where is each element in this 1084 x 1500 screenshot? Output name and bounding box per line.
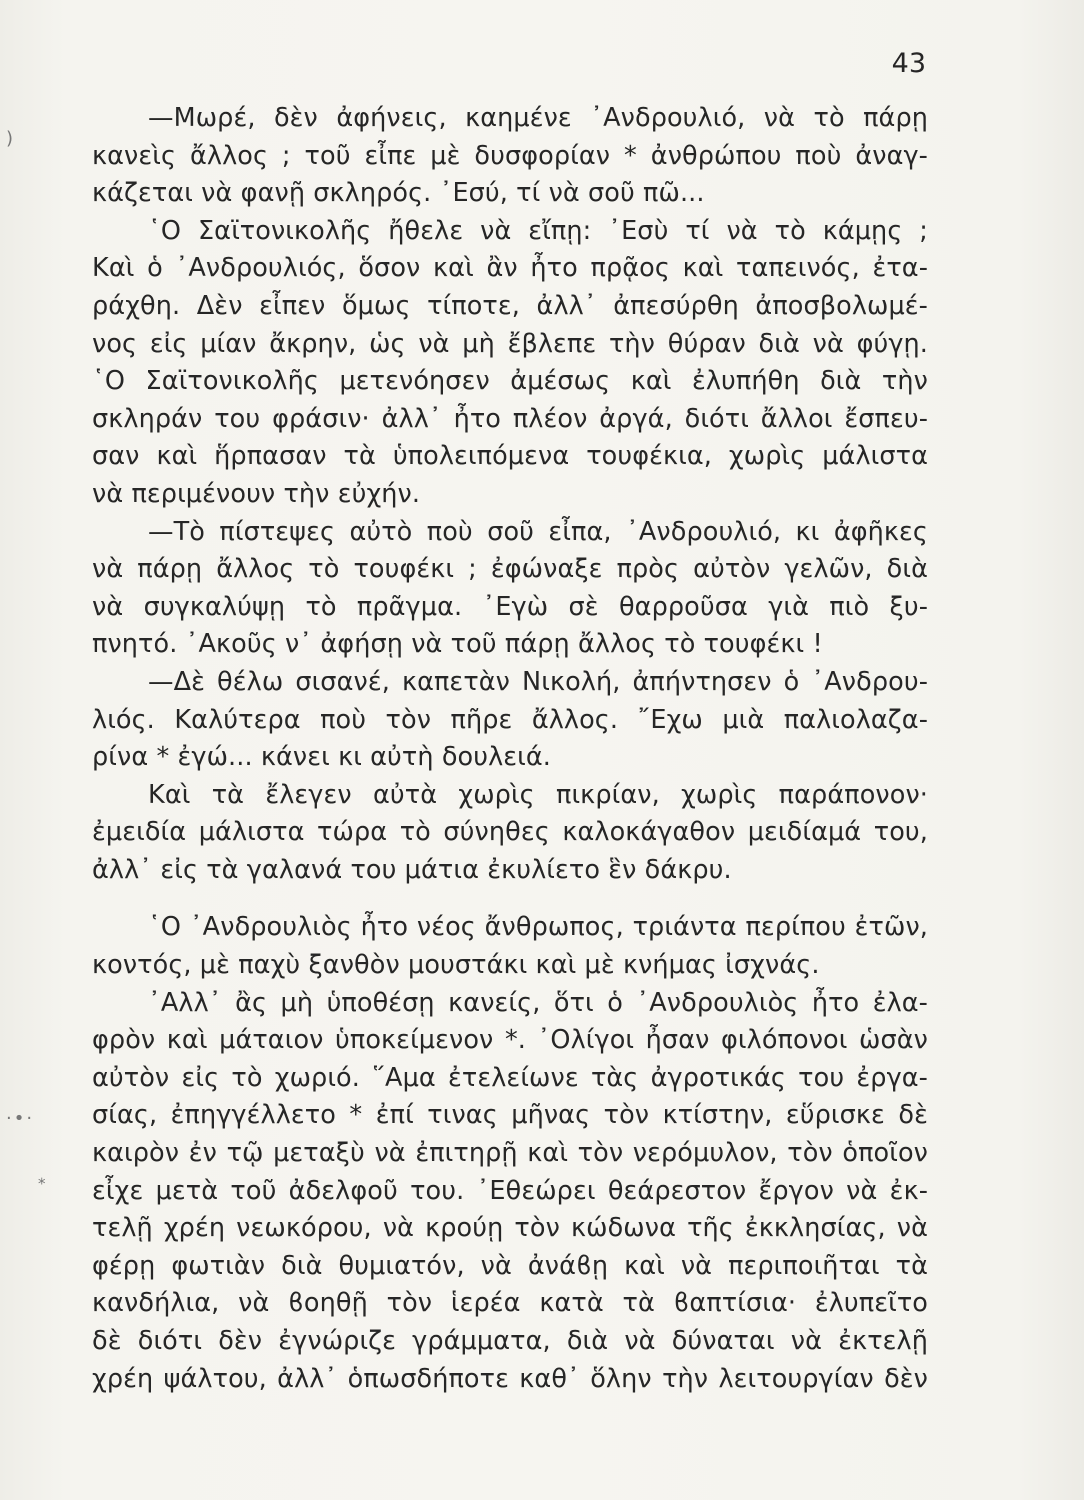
text-line: σαν καὶ ἥρπασαν τὰ ὑπολειπόμενα τουφέκια, χωρὶς μάλιστα [92,441,928,472]
paragraph-gap [92,889,928,909]
text-line: —Δὲ θέλω σισανέ, καπετὰν Νικολή, ἀπήντησεν ὁ ᾿Ανδρου- [148,666,928,697]
text-line: κοντός, μὲ παχὺ ξανθὸν μουστάκι καὶ μὲ κνήμας ἰσχνάς. [92,950,820,981]
text-line: δὲ διότι δὲν ἐγνώριζε γράμματα, διὰ νὰ δύναται νὰ ἐκτελῇ [92,1326,928,1356]
text-line: ῾Ο ᾿Ανδρουλιὸς ἦτο νέος ἄνθρωπος, τριάντα περίπου ἐτῶν, [148,912,928,943]
text-line: κανδήλια, νὰ ϐοηθῇ τὸν ἱερέα κατὰ τὰ ϐαπτίσια· ἐλυπεῖτο [92,1288,928,1319]
page-number: 43 [891,48,926,79]
text-line: —Μωρέ, δὲν ἀφήνεις, καημένε ᾿Ανδρουλιό, νὰ τὸ πάρῃ [148,103,928,133]
text-line: νὰ συγκαλύψῃ τὸ πρᾶγμα. ᾿Εγὼ σὲ θαρροῦσα γιὰ πιὸ ξυ- [92,591,928,622]
text-line: νὰ πάρῃ ἄλλος τὸ τουφέκι ; ἐφώναξε πρὸς αὐτὸν γελῶν, διὰ [92,554,928,585]
text-line: ράχθη. Δὲν εἶπεν ὅμως τίποτε, ἀλλ᾿ ἀπεσύρθη ἀποσβολωμέ- [92,290,928,321]
margin-specks: ·•· [6,1108,35,1129]
text-line: ῾Ο Σαϊτονικολῆς ἤθελε νὰ εἴπῃ: ᾿Εσὺ τί νὰ τὸ κάμῃς ; [148,215,928,246]
text-line: κανεὶς ἄλλος ; τοῦ εἶπε μὲ δυσφορίαν * ἀνθρώπου ποὺ ἀναγ- [92,140,928,171]
text-line: πνητό. ᾿Ακοῦς ν᾿ ἀφήσῃ νὰ τοῦ πάρῃ ἄλλος τὸ τουφέκι ! [92,629,823,660]
text-line: ᾿Αλλ᾿ ἂς μὴ ὑποθέσῃ κανείς, ὅτι ὁ ᾿Ανδρουλιὸς ἦτο ἐλα- [148,987,928,1018]
text-line: αὐτὸν εἰς τὸ χωριό. ῞Αμα ἐτελείωνε τὰς ἀγροτικάς του ἐργα- [92,1062,928,1093]
text-line: κάζεται νὰ φανῇ σκληρός. ᾿Εσύ, τί νὰ σοῦ πῶ... [92,178,705,209]
text-line: ἀλλ᾿ εἰς τὰ γαλανά του μάτια ἐκυλίετο ἓν δάκρυ. [92,854,732,885]
text-line: ρίνα * ἐγώ... κάνει κι αὐτὴ δουλειά. [92,742,552,773]
body-text [92,100,928,1398]
text-line: ῾Ο Σαϊτονικολῆς μετενόησεν ἀμέσως καὶ ἐλυπήθη διὰ τὴν [92,366,928,397]
text-line: ἐμειδία μάλιστα τώρα τὸ σύνηθες καλοκάγαθον μειδίαμά του, [92,817,928,848]
text-line: —Τὸ πίστεψες αὐτὸ ποὺ σοῦ εἶπα, ᾿Ανδρουλιό, κι ἀφῆκες [148,516,928,547]
text-line: λιός. Καλύτερα ποὺ τὸν πῆρε ἄλλος. ῎Εχω μιὰ παλιολαζα- [92,704,928,735]
text-line: χρέη ψάλτου, ἀλλ᾿ ὁπωσδήποτε καθ᾿ ὅλην τὴν λειτουργίαν δὲν [92,1363,928,1394]
text-line: νος εἰς μίαν ἄκρην, ὡς νὰ μὴ ἔβλεπε τὴν θύραν διὰ νὰ φύγῃ. [92,328,928,359]
margin-speck: ⁎ [38,1170,46,1188]
text-line: φρὸν καὶ μάταιον ὑποκείμενον *. ᾿Ολίγοι ἦσαν φιλόπονοι ὡσὰν [92,1025,928,1056]
text-line: εἶχε μετὰ τοῦ ἀδελφοῦ του. ᾿Εθεώρει θεάρεστον ἔργον νὰ ἐκ- [92,1175,928,1206]
text-line: σίας, ἐπηγγέλλετο * ἐπί τινας μῆνας τὸν κτίστην, εὕρισκε δὲ [92,1100,928,1131]
text-line: Καὶ τὰ ἔλεγεν αὐτὰ χωρὶς πικρίαν, χωρὶς παράπονον· [148,779,928,810]
margin-mark: ) [6,128,14,149]
text-line: σκληράν του φράσιν· ἀλλ᾿ ἦτο πλέον ἀργά, διότι ἄλλοι ἔσπευ- [92,403,928,434]
text-line: φέρῃ φωτιὰν διὰ θυμιατόν, νὰ ἀνάϐῃ καὶ νὰ περιποιῆται τὰ [92,1250,928,1281]
text-line: νὰ περιμένουν τὴν εὐχήν. [92,478,421,509]
text-line: τελῇ χρέη νεωκόρου, νὰ κρούῃ τὸν κώδωνα τῆς ἐκκλησίας, νὰ [92,1213,928,1244]
text-line: καιρὸν ἐν τῷ μεταξὺ νὰ ἐπιτηρῇ καὶ τὸν νερόμυλον, τὸν ὁποῖον [92,1138,928,1169]
text-line: Καὶ ὁ ᾿Ανδρουλιός, ὅσον καὶ ἂν ἦτο πρᾷος καὶ ταπεινός, ἐτα- [92,253,928,284]
